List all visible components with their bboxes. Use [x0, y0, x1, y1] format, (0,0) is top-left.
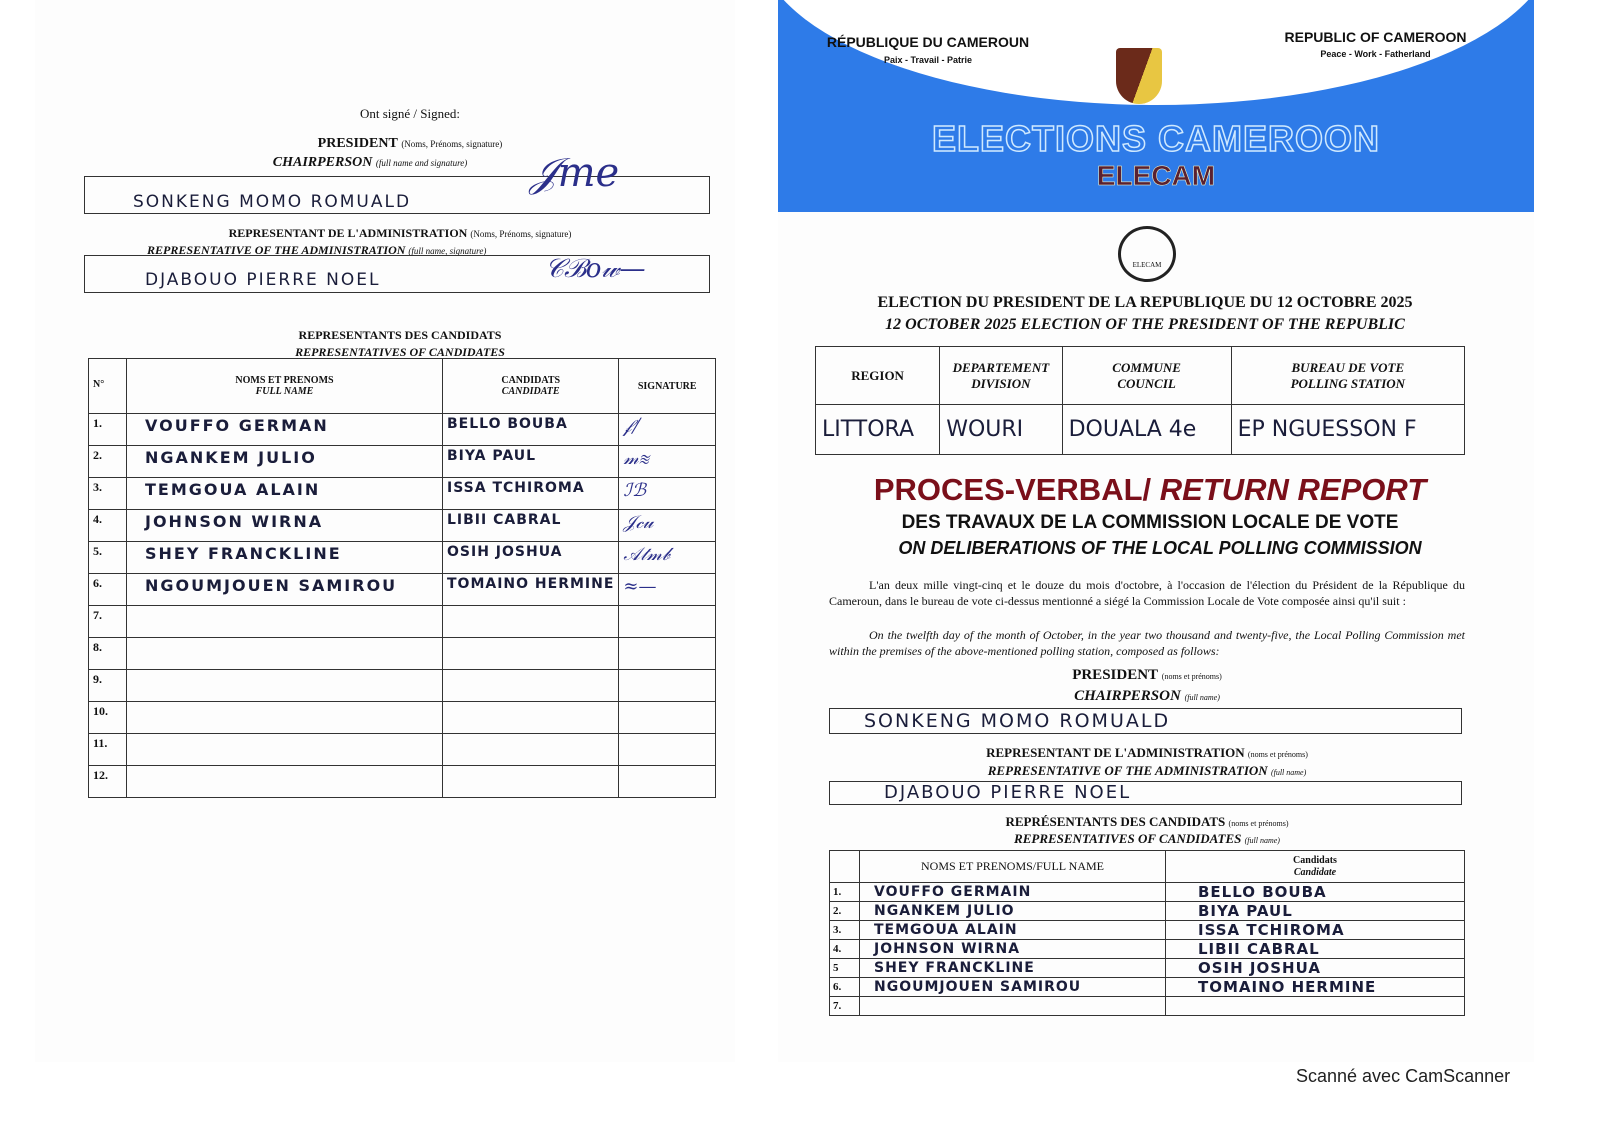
- table-row: [830, 997, 1465, 1016]
- info-header: [816, 347, 940, 405]
- row-number: 12.: [89, 766, 127, 798]
- banner-title: ELECTIONS CAMEROON: [931, 118, 1380, 159]
- info-header: [940, 347, 1062, 405]
- rep-name: JOHNSON WIRNA: [860, 940, 1166, 959]
- info-value: DOUALA 4e: [1062, 405, 1231, 455]
- label: REPRÉSENTANTS DES CANDIDATS: [1005, 814, 1226, 829]
- title-en: RETURN REPORT: [1159, 472, 1427, 507]
- signature-cell: 𝒻⧸: [619, 414, 716, 446]
- table-row: [89, 702, 716, 734]
- r-admin-label: [829, 745, 1465, 761]
- paragraph-en: On the twelfth day of the month of October, in the year two thousand and twenty-five, the Local Polling Commission met within the premises of the above-mentioned polling station, composed as follows:: [829, 628, 1465, 658]
- row-number: 2.: [89, 446, 127, 478]
- r-admin-field[interactable]: [829, 781, 1462, 805]
- candidate-name: [443, 702, 619, 734]
- candidate-name: LIBII CABRAL: [443, 510, 619, 542]
- rep-name: TEMGOUA ALAIN: [127, 478, 443, 510]
- candidate-name: [443, 670, 619, 702]
- table-row: [830, 978, 1465, 997]
- label: REPRESENTATIVES OF CANDIDATES: [1014, 831, 1242, 846]
- president-label: [80, 136, 740, 152]
- elecam-banner: [778, 0, 1534, 212]
- elecam-seal-icon: [1118, 226, 1176, 282]
- candidate-name: ISSA TCHIROMA: [443, 478, 619, 510]
- label: CHAIRPERSON: [1074, 688, 1181, 704]
- camscanner-footer: Scanné avec CamScanner: [1296, 1066, 1511, 1086]
- candidate-name: BELLO BOUBA: [1166, 883, 1465, 902]
- signature-cell: [619, 766, 716, 798]
- right-candidates-table: [829, 850, 1465, 1016]
- note: (noms et prénoms): [1247, 750, 1308, 759]
- motto-en: Peace - Work - Fatherland: [1320, 49, 1431, 59]
- table-row: [89, 446, 716, 478]
- note: (full name): [1184, 693, 1220, 702]
- note: (Noms, Prénoms, signature): [470, 229, 572, 239]
- election-en: 12 OCTOBER 2025 ELECTION OF THE PRESIDENT OF THE REPUBLIC: [885, 316, 1405, 333]
- table-row: [89, 542, 716, 574]
- president-name: SONKENG MOMO ROMUALD: [864, 710, 1171, 732]
- row-number: 6.: [89, 574, 127, 606]
- r-admin-en-label: [829, 763, 1465, 779]
- header-en: COUNCIL: [1117, 375, 1176, 391]
- candidate-name: LIBII CABRAL: [1166, 940, 1465, 959]
- label: CHAIRPERSON: [272, 155, 373, 170]
- candidate-name: [443, 638, 619, 670]
- signature-cell: ℐℬ: [619, 478, 716, 510]
- rep-name: SHEY FRANCKLINE: [860, 959, 1166, 978]
- report-sub-en: ON DELIBERATIONS OF THE LOCAL POLLING COMMISSION: [898, 538, 1422, 558]
- rep-name: TEMGOUA ALAIN: [860, 921, 1166, 940]
- table-row: [830, 883, 1465, 902]
- seal-text: ELECAM: [1132, 261, 1162, 269]
- rep-name: [127, 670, 443, 702]
- signature-cell: ≈—: [619, 574, 716, 606]
- republic-fr: RÉPUBLIQUE DU CAMEROUN: [826, 34, 1030, 50]
- candidate-name: ISSA TCHIROMA: [1166, 921, 1465, 940]
- rep-name: [127, 702, 443, 734]
- header-fr: COMMUNE: [1112, 359, 1181, 375]
- r-president-label: [829, 667, 1465, 684]
- signed-heading: Ont signé / Signed:: [359, 106, 461, 121]
- candidate-name: OSIH JOSHUA: [1166, 959, 1465, 978]
- election-fr: ELECTION DU PRESIDENT DE LA REPUBLIQUE DU 12 OCTOBRE 2025: [877, 294, 1413, 311]
- note: (full name and signature): [375, 158, 468, 168]
- candidate-name: [443, 734, 619, 766]
- rep-name: [860, 997, 1166, 1016]
- table-row: [830, 921, 1465, 940]
- note: (full name, signature): [408, 246, 487, 256]
- row-number: 1.: [830, 883, 860, 902]
- signature-cell: [619, 702, 716, 734]
- signature-cell: [619, 670, 716, 702]
- signature-cell: 𝒥𝒸𝓊: [619, 510, 716, 542]
- table-row: [89, 478, 716, 510]
- note: (noms et prénoms): [1228, 819, 1289, 828]
- label: PRESIDENT: [317, 136, 398, 151]
- row-number: 7.: [89, 606, 127, 638]
- rep-name: JOHNSON WIRNA: [127, 510, 443, 542]
- candidate-name: BELLO BOUBA: [443, 414, 619, 446]
- label: REPRESENTATIVE OF THE ADMINISTRATION: [987, 763, 1268, 778]
- r-reps-en-label: [829, 831, 1465, 847]
- h: FULL NAME: [255, 386, 314, 397]
- table-row: [830, 940, 1465, 959]
- rep-name: NGANKEM JULIO: [127, 446, 443, 478]
- h: CANDIDATS: [501, 375, 561, 386]
- rep-name: SHEY FRANCKLINE: [127, 542, 443, 574]
- label: REPRESENTATIVE OF THE ADMINISTRATION: [147, 243, 406, 257]
- title-fr: PROCES-VERBAL/: [873, 472, 1160, 507]
- president-signature: 𝒥me: [530, 150, 620, 196]
- row-number: 2.: [830, 902, 860, 921]
- location-table: [815, 346, 1465, 455]
- admin-label: [90, 226, 710, 241]
- candidate-name: TOMAINO HERMINE: [1166, 978, 1465, 997]
- col-name: NOMS ET PRENOMS/FULL NAME: [860, 851, 1166, 883]
- h: Candidate: [1293, 866, 1337, 878]
- coat-of-arms-icon: [1116, 48, 1162, 104]
- header-fr: BUREAU DE VOTE: [1291, 359, 1405, 375]
- table-row: [89, 670, 716, 702]
- info-value: EP NGUESSON F: [1231, 405, 1464, 455]
- note: (full name): [1270, 768, 1307, 777]
- report-sub-fr: DES TRAVAUX DE LA COMMISSION LOCALE DE VOTE: [901, 512, 1399, 533]
- header-en: DIVISION: [971, 375, 1031, 391]
- note: (Noms, Prénoms, signature): [401, 139, 503, 149]
- row-number: 5: [830, 959, 860, 978]
- row-number: 11.: [89, 734, 127, 766]
- signature-cell: [619, 606, 716, 638]
- report-title: [790, 472, 1510, 508]
- table-row: [89, 734, 716, 766]
- admin-name: DJABOUO PIERRE NOEL: [145, 270, 381, 290]
- table-row: [89, 606, 716, 638]
- header-fr: DEPARTEMENT: [952, 359, 1050, 375]
- rep-name: [127, 766, 443, 798]
- col-name: [127, 359, 443, 414]
- table-row: [89, 638, 716, 670]
- note: (full name): [1244, 836, 1280, 845]
- info-header: [1062, 347, 1231, 405]
- info-header: [1231, 347, 1464, 405]
- info-value: WOURI: [940, 405, 1062, 455]
- paragraph-fr: L'an deux mille vingt-cinq et le douze du mois d'octobre, à l'occasion de l'élection du Président de la République du Cameroun, dans le bureau de vote ci-dessus mentionné a siégé la Commission Locale de Vote composée ainsi qu'il suit :: [829, 578, 1465, 608]
- row-number: 10.: [89, 702, 127, 734]
- rep-name: VOUFFO GERMAIN: [860, 883, 1166, 902]
- signature-cell: 𝒜𝓉𝓂𝒷: [619, 542, 716, 574]
- col-no: [830, 851, 860, 883]
- candidate-name: OSIH JOSHUA: [443, 542, 619, 574]
- admin-name: DJABOUO PIERRE NOEL: [884, 782, 1132, 803]
- col-candidate: [443, 359, 619, 414]
- row-number: 4.: [89, 510, 127, 542]
- row-number: 1.: [89, 414, 127, 446]
- row-number: 5.: [89, 542, 127, 574]
- admin-signature: 𝒞ℬo𝓌—: [545, 254, 646, 284]
- h: Candidats: [1293, 854, 1337, 866]
- candidate-name: [1166, 997, 1465, 1016]
- candidate-name: [443, 766, 619, 798]
- candidate-name: [443, 606, 619, 638]
- row-number: 8.: [89, 638, 127, 670]
- reps-heading-en: REPRESENTATIVES OF CANDIDATES: [295, 345, 505, 359]
- r-chair-label: [829, 688, 1465, 705]
- h: NOMS ET PRENOMS: [235, 375, 334, 386]
- row-number: 6.: [830, 978, 860, 997]
- info-value: LITTORA: [816, 405, 940, 455]
- table-row: [830, 902, 1465, 921]
- rep-name: [127, 734, 443, 766]
- table-row: [89, 574, 716, 606]
- candidate-name: TOMAINO HERMINE: [443, 574, 619, 606]
- signature-cell: [619, 734, 716, 766]
- table-row: [89, 510, 716, 542]
- col-candidate: [1166, 851, 1465, 883]
- col-signature: SIGNATURE: [619, 359, 716, 414]
- row-number: 3.: [89, 478, 127, 510]
- r-president-field[interactable]: [829, 708, 1462, 734]
- col-no: N°: [89, 359, 127, 414]
- rep-name: NGOUMJOUEN SAMIROU: [127, 574, 443, 606]
- president-name: SONKENG MOMO ROMUALD: [133, 192, 412, 212]
- label: PRESIDENT: [1072, 667, 1159, 683]
- rep-name: NGOUMJOUEN SAMIROU: [860, 978, 1166, 997]
- label: REPRESENTANT DE L'ADMINISTRATION: [986, 745, 1245, 760]
- reps-heading: REPRESENTANTS DES CANDIDATS: [298, 328, 502, 342]
- candidate-name: BIYA PAUL: [1166, 902, 1465, 921]
- h: CANDIDATE: [501, 386, 560, 397]
- rep-name: VOUFFO GERMAN: [127, 414, 443, 446]
- rep-name: [127, 638, 443, 670]
- row-number: 4.: [830, 940, 860, 959]
- r-reps-label: [829, 814, 1465, 830]
- note: (noms et prénoms): [1161, 672, 1222, 681]
- table-row: [89, 414, 716, 446]
- rep-name: [127, 606, 443, 638]
- row-number: 9.: [89, 670, 127, 702]
- table-row: [89, 766, 716, 798]
- row-number: 7.: [830, 997, 860, 1016]
- republic-en: REPUBLIC OF CAMEROON: [1284, 29, 1467, 45]
- header-fr: REGION: [851, 367, 904, 383]
- row-number: 3.: [830, 921, 860, 940]
- table-row: [830, 959, 1465, 978]
- signature-cell: 𝓂≋: [619, 446, 716, 478]
- motto-fr: Paix - Travail - Patrie: [883, 55, 973, 65]
- banner-sub: ELECAM: [1096, 160, 1216, 191]
- rep-name: NGANKEM JULIO: [860, 902, 1166, 921]
- candidate-name: BIYA PAUL: [443, 446, 619, 478]
- left-candidates-table: [88, 358, 716, 798]
- header-en: POLLING STATION: [1290, 375, 1406, 391]
- label: REPRESENTANT DE L'ADMINISTRATION: [228, 226, 468, 240]
- signature-cell: [619, 638, 716, 670]
